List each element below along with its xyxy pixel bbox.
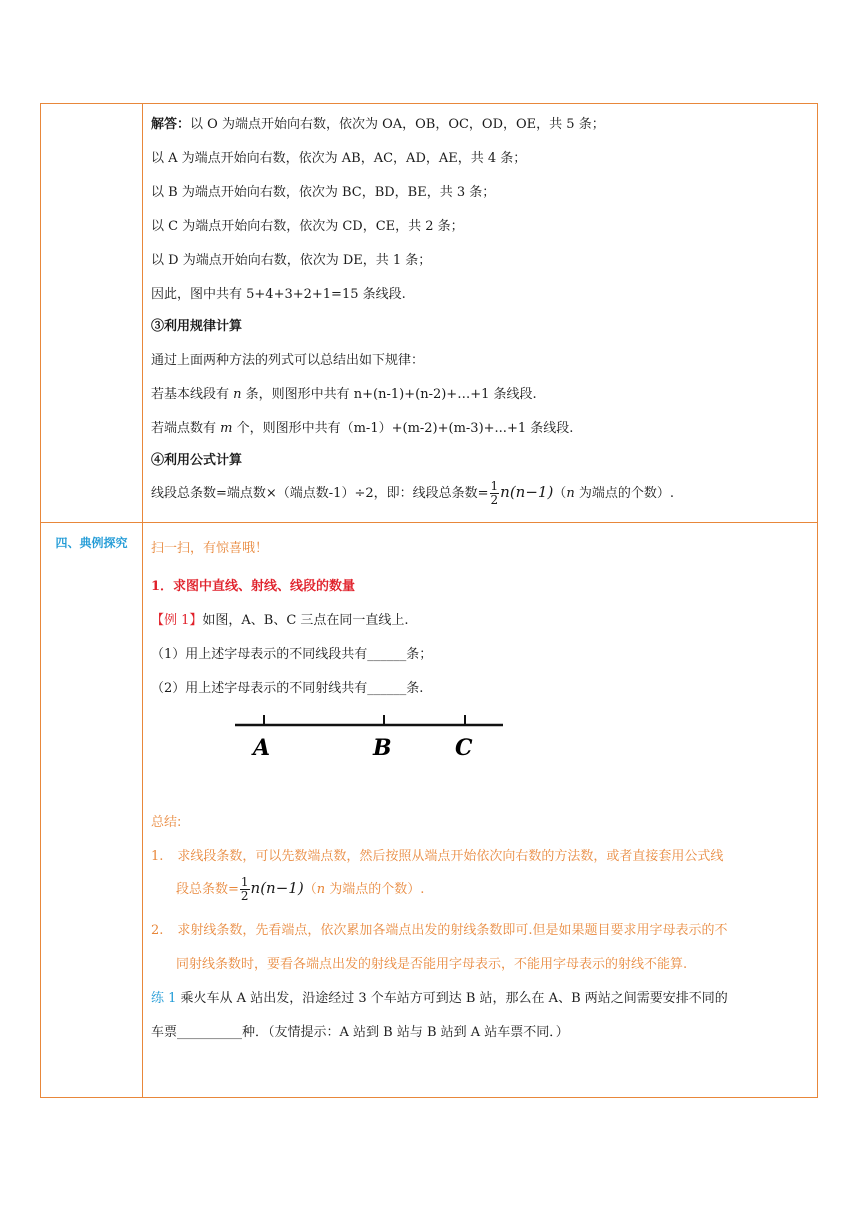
answer-label: 解答： bbox=[151, 117, 191, 132]
answer-line-2: 以 A 为端点开始向右数，依次为 AB，AC，AD，AE，共 4 条； bbox=[151, 151, 527, 166]
answer-conclusion: 因此，图中共有 5+4+3+2+1=15 条线段. bbox=[151, 287, 406, 302]
section-label: 四、典例探究 bbox=[55, 536, 128, 550]
summary-item-1: 1. 求线段条数，可以先数端点数，然后按照从端点开始依次向右数的方法数，或者直接套用公式线 bbox=[151, 849, 724, 864]
question-2: （2）用上述字母表示的不同射线共有______条. bbox=[151, 681, 424, 696]
point-label-c: C bbox=[455, 735, 473, 761]
summary-label: 总结: bbox=[151, 815, 182, 830]
example-1: 【例 1】如图，A、B、C 三点在同一直线上. bbox=[151, 613, 409, 628]
example-tag: 【例 1】 bbox=[151, 613, 203, 628]
answer-line-5: 以 D 为端点开始向右数，依次为 DE，共 1 条； bbox=[151, 253, 432, 268]
question-1: （1）用上述字母表示的不同线段共有______条； bbox=[151, 647, 433, 662]
fraction-one-half-2: $\frac{1}{2}$ bbox=[240, 875, 249, 903]
summary-item-1-cont: 段总条数= $\frac{1}{2}$ n(n−1)（n 为端点的个数）. bbox=[176, 875, 425, 903]
answer-line-3: 以 B 为端点开始向右数，依次为 BC，BD，BE，共 3 条； bbox=[151, 185, 496, 200]
practice-1-cont: 车票__________种．（友情提示：A 站到 B 站与 B 站到 A 站车票不同．） bbox=[151, 1025, 569, 1040]
rule-intro: 通过上面两种方法的列式可以总结出如下规律： bbox=[151, 353, 425, 368]
fraction-one-half: $\frac{1}{2}$ bbox=[490, 479, 499, 507]
answer-line-1: 解答：以 O 为端点开始向右数，依次为 OA，OB，OC，OD，OE，共 5 条； bbox=[151, 117, 605, 132]
content-table bbox=[40, 103, 818, 1098]
heading-rule-method: ③利用规律计算 bbox=[151, 319, 243, 334]
formula-line: 线段总条数=端点数×（端点数-1）÷2，即：线段总条数= $\frac{1}{2}$ n(n−1)（n 为端点的个数）. bbox=[151, 479, 674, 507]
summary-item-2: 2. 求射线条数，先看端点，依次累加各端点出发的射线条数即可.但是如果题目要求用字母表示的不 bbox=[151, 923, 728, 938]
point-label-a: A bbox=[253, 735, 271, 761]
scan-prompt: 扫一扫，有惊喜哦！ bbox=[151, 541, 269, 556]
point-label-b: B bbox=[373, 735, 392, 761]
column-divider bbox=[142, 104, 143, 1097]
row-divider bbox=[41, 522, 817, 523]
rule-endpoints: 若端点数有 m 个，则图形中共有（m-1）+(m-2)+(m-3)+...+1 条线段. bbox=[151, 421, 574, 436]
summary-item-2-cont: 同射线条数时，要看各端点出发的射线是否能用字母表示，不能用字母表示的射线不能算. bbox=[176, 957, 688, 972]
topic-title: 1．求图中直线、射线、线段的数量 bbox=[151, 579, 356, 594]
practice-tag: 练 1 bbox=[151, 991, 177, 1006]
heading-formula-method: ④利用公式计算 bbox=[151, 453, 243, 468]
rule-segments: 若基本线段有 n 条，则图形中共有 n+(n-1)+(n-2)+…+1 条线段. bbox=[151, 387, 537, 402]
number-line-figure bbox=[231, 709, 511, 769]
answer-line-4: 以 C 为端点开始向右数，依次为 CD，CE，共 2 条； bbox=[151, 219, 464, 234]
practice-1: 练 1 乘火车从 A 站出发，沿途经过 3 个车站方可到达 B 站，那么在 A、B 两站之间需要安排不同的 bbox=[151, 991, 728, 1006]
